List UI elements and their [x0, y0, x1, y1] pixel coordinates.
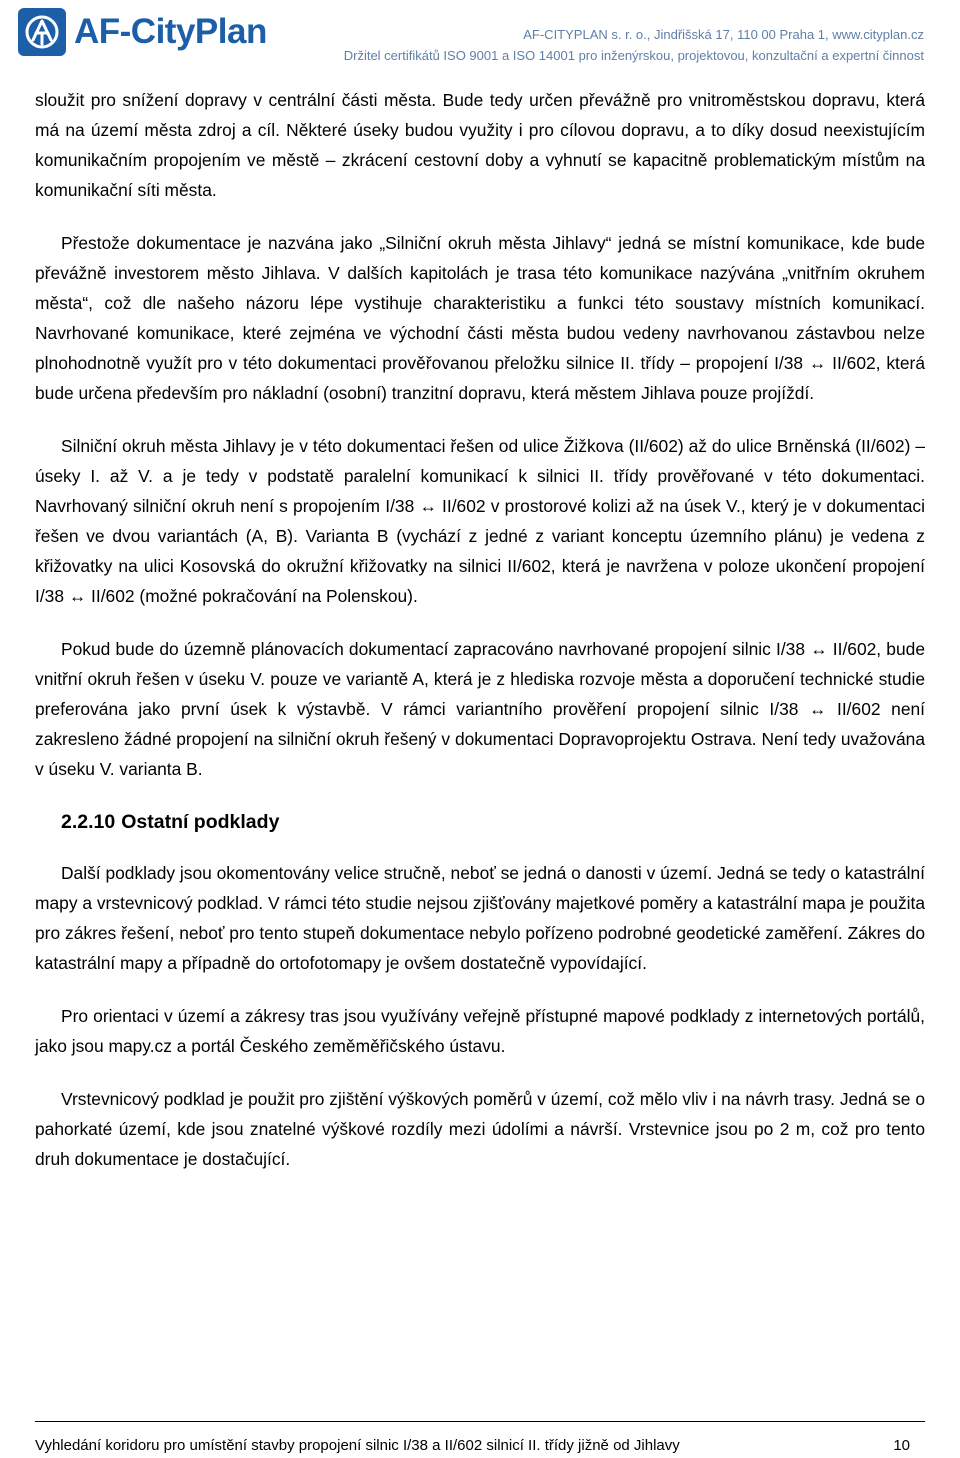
company-address: AF-CITYPLAN s. r. o., Jindřišská 17, 110 00 Praha 1, www.cityplan.cz: [523, 27, 924, 42]
paragraph-continuation: sloužit pro snížení dopravy v centrální části města. Bude tedy určen převážně pro vnitroměstskou dopravu, která má na území města zdroj a cíl. Některé úseky budou využity i pro cílovou dopravu, a to díky dosud neexistujícím komunikačním propojením ve městě – zkrácení cestovní doby a vyhnutí se kapacitně problematickým místům na komunikační síti města.: [35, 90, 925, 200]
logo-text: AF-CityPlan: [74, 12, 267, 51]
footer-divider: [35, 1421, 925, 1422]
document-body: [35, 85, 925, 1197]
paragraph-okruh-name: Přestože dokumentace je nazvána jako „Silniční okruh města Jihlavy“ jedná se místní komunikace, kde bude převážně investorem město Jihlava. V dalších kapitolách je trasa této komunikace nazývána „vnitřním okruhem města“, což dle našeho názoru lépe vystihuje charakteristiku a funkci této soustavy místních komunikací. Navrhované komunikace, které zejména ve východní části města budou vedeny navrhovanou zástavbou nelze plnohodnotně využít pro v této dokumentaci prověřovanou přeložku silnice II. třídy – propojení I/38 ↔ II/602, která bude určena především pro nákladní (osobní) tranzitní dopravu, která městem Jihlava pouze projíždí.: [35, 233, 925, 403]
page-number: 10: [893, 1437, 910, 1454]
certification-text: Držitel certifikátů ISO 9001 a ISO 14001 pro inženýrskou, projektovou, konzultační a expertní činnost: [343, 48, 924, 63]
page-header: [0, 0, 960, 70]
heading-number: 2.2.10: [61, 811, 116, 833]
section-heading: [61, 807, 925, 837]
paragraph-map-sources: Pro orientaci v území a zákresy tras jsou využívány veřejně přístupné mapové podklady z internetových portálů, jako jsou mapy.cz a portál Českého zeměměřičského ústavu.: [35, 1006, 925, 1056]
af-logo-icon: [18, 8, 66, 56]
heading-text: Ostatní podklady: [121, 811, 280, 833]
paragraph-variants: Pokud bude do územně plánovacích dokumentací zapracováno navrhované propojení silnic I/38 ↔ II/602, bude vnitřní okruh řešen v úseku V. pouze ve variantě A, která je z hlediska rozvoje města a doporučení technické studie preferována jako první úsek k výstavbě. V rámci variantního prověření propojení silnic I/38 ↔ II/602 není zakresleno žádné propojení na silniční okruh řešený v dokumentaci Dopravoprojektu Ostrava. Není tedy uvažována v úseku V. varianta B.: [35, 639, 925, 779]
paragraph-other-sources: Další podklady jsou okomentovány velice stručně, neboť se jedná o danosti v území. Jedná se tedy o katastrální mapy a vrstevnicový podklad. V rámci této studie nejsou zjišťovány majetkové poměry a katastrální mapa je použita pro zákres řešení, neboť pro tento stupeň dokumentace nebylo pořízeno podrobné geodetické zaměření. Zákres do katastrální mapy a případně do ortofotomapy je ovšem dostatečně vypovídající.: [35, 863, 926, 973]
paragraph-contours: Vrstevnicový podklad je použit pro zjištění výškových poměrů v území, což mělo vliv i na návrh trasy. Jedná se o pahorkaté území, kde jsou znatelné výškové rozdíly mezi údolími a návrší. Vrstevnice jsou po 2 m, což pro tento druh dokumentace je dostačující.: [35, 1089, 925, 1169]
footer-document-title: Vyhledání koridoru pro umístění stavby propojení silnic I/38 a II/602 silnicí II. třídy jižně od Jihlavy: [35, 1437, 680, 1454]
paragraph-okruh-routing: Silniční okruh města Jihlavy je v této dokumentaci řešen od ulice Žižkova (II/602) až do ulice Brněnská (II/602) – úseky I. až V. a je tedy v podstatě paralelní komunikací k silnici II. třídy prověřované v této dokumentaci. Navrhovaný silniční okruh není s propojením I/38 ↔ II/602 v prostorové kolizi až na úsek V., který je v dokumentaci řešen ve dvou variantách (A, B). Varianta B (vychází z jedné z variant konceptu územního plánu) je vedena z křižovatky na ulici Kosovská do okružní křižovatky na silnici II/602, která je navržena v poloze ukončení propojení I/38 ↔ II/602 (možné pokračování na Polenskou).: [35, 436, 925, 606]
